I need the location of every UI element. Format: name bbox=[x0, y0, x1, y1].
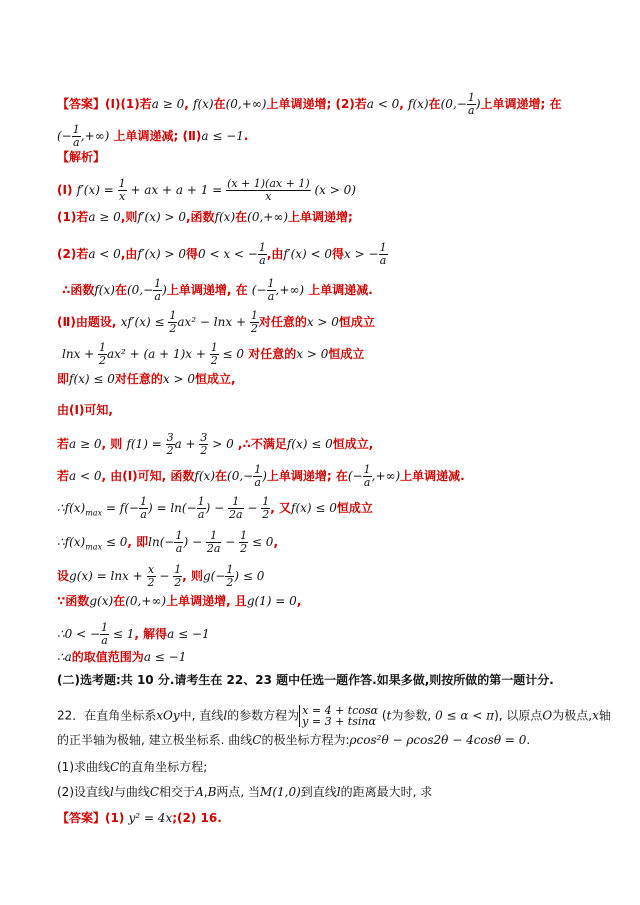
analysis-p7 bbox=[57, 372, 236, 386]
text: 恒成立 bbox=[338, 315, 375, 329]
fraction bbox=[258, 242, 267, 267]
math: (− bbox=[251, 283, 267, 297]
math: t bbox=[386, 708, 392, 723]
analysis-p16 bbox=[57, 650, 186, 664]
num: 3 bbox=[166, 431, 174, 444]
num: 1 bbox=[379, 241, 387, 254]
eq2: y = 3 + tsinα bbox=[302, 715, 376, 728]
math: ) − bbox=[205, 501, 229, 515]
num: 1 bbox=[169, 309, 177, 322]
text: 若 bbox=[57, 469, 70, 483]
math: l bbox=[336, 785, 341, 799]
math: ,+∞) bbox=[80, 129, 110, 143]
analysis-label: 【解析】 bbox=[57, 150, 106, 164]
den: 2 bbox=[226, 576, 234, 589]
text: 即 bbox=[57, 372, 70, 386]
num: 1 bbox=[175, 529, 183, 542]
num: 1 bbox=[262, 495, 270, 508]
math: (0,− bbox=[227, 469, 254, 483]
text: ,函数 bbox=[186, 210, 215, 224]
math: xOy bbox=[156, 708, 180, 723]
math: a < 0 bbox=[69, 469, 102, 483]
analysis-p6 bbox=[62, 342, 364, 367]
text: ( bbox=[381, 708, 387, 723]
math: f(x) ≤ 0 bbox=[291, 501, 337, 515]
math: C bbox=[252, 733, 262, 747]
math: M(1,0) bbox=[260, 785, 301, 799]
num: 3 bbox=[200, 431, 208, 444]
text: 设 bbox=[57, 569, 70, 583]
math: ) ≤ 0 bbox=[234, 569, 265, 583]
text: 的直角坐标方程; bbox=[119, 760, 208, 774]
math: (0,− bbox=[126, 283, 154, 297]
num: 1 bbox=[72, 123, 80, 136]
num: 1 bbox=[363, 463, 371, 476]
math: lnx + bbox=[62, 347, 99, 361]
math: 0 < x < − bbox=[198, 247, 258, 261]
text: 在 bbox=[428, 97, 441, 111]
math: ln(− bbox=[148, 535, 175, 549]
math: xf′(x) ≤ bbox=[120, 315, 169, 329]
math: f(x) bbox=[408, 97, 429, 111]
math: ∴ bbox=[57, 535, 65, 549]
math: ,+∞) bbox=[275, 283, 305, 297]
text: 对任意的 bbox=[248, 347, 297, 361]
text: 上单调递增 bbox=[266, 97, 327, 111]
math: a ≥ 0 bbox=[69, 437, 102, 451]
fraction bbox=[228, 496, 244, 521]
text: 得 bbox=[332, 247, 345, 261]
fraction bbox=[226, 178, 311, 203]
text: 的距离最大时, 求 bbox=[340, 785, 433, 799]
math: a ≤ −1 bbox=[201, 129, 244, 143]
text: 上单调递减. bbox=[400, 469, 465, 483]
math: (− bbox=[57, 129, 72, 143]
text: ,∴不满足 bbox=[237, 437, 287, 451]
answer-line-1 bbox=[57, 92, 561, 117]
analysis-p2 bbox=[57, 210, 353, 224]
text: , bbox=[399, 97, 404, 111]
math: O bbox=[542, 708, 553, 723]
text: 22．在直角坐标系 bbox=[57, 708, 157, 723]
math: a < 0 bbox=[88, 247, 121, 261]
den: a bbox=[379, 254, 387, 267]
answer-label: 【答案】 bbox=[57, 811, 106, 825]
math: ) bbox=[262, 469, 267, 483]
text: ∵函数 bbox=[57, 594, 90, 608]
fraction bbox=[100, 622, 109, 647]
math: ,+∞) bbox=[371, 469, 401, 483]
math: (x > 0) bbox=[310, 183, 356, 197]
math: (0,+∞) bbox=[225, 97, 267, 111]
math: f(x) bbox=[194, 469, 215, 483]
analysis-p10 bbox=[57, 464, 465, 489]
answer-label: 【答案】 bbox=[57, 97, 106, 111]
math: ∴ bbox=[57, 501, 65, 515]
math: g(x) bbox=[89, 594, 114, 608]
text: 相交于 bbox=[159, 785, 196, 799]
text: , 又 bbox=[270, 501, 292, 515]
text: ,则 bbox=[120, 210, 138, 224]
math: a ≥ 0 bbox=[88, 210, 121, 224]
text: 在 bbox=[213, 97, 226, 111]
math: f(x) bbox=[94, 283, 115, 297]
text: (Ⅱ)由题设, bbox=[57, 315, 117, 329]
text: 的极坐标方程为: bbox=[261, 733, 350, 747]
fraction bbox=[261, 496, 270, 521]
math: − bbox=[221, 535, 240, 549]
fraction bbox=[197, 496, 206, 521]
text: (Ⅱ) bbox=[182, 129, 202, 143]
num: 1 bbox=[250, 309, 258, 322]
text: ∴函数 bbox=[62, 283, 95, 297]
text: , bbox=[184, 97, 189, 111]
q22-line-1 bbox=[57, 705, 611, 727]
analysis-p3 bbox=[57, 242, 388, 267]
math: ) − bbox=[183, 535, 206, 549]
analysis-p5 bbox=[57, 310, 375, 335]
text: (Ⅰ) bbox=[57, 183, 73, 197]
text: 对任意的 bbox=[114, 372, 163, 386]
math: ∴ bbox=[57, 627, 65, 641]
math: > 0 bbox=[208, 437, 234, 451]
math: (0,− bbox=[440, 97, 467, 111]
fraction bbox=[147, 564, 156, 589]
math: f(x) bbox=[64, 535, 86, 549]
text: ,由 bbox=[120, 247, 138, 261]
num: 1 bbox=[154, 277, 162, 290]
fraction bbox=[363, 464, 372, 489]
text: 为极点, bbox=[552, 708, 593, 723]
math: f(x) bbox=[214, 210, 236, 224]
fraction bbox=[206, 530, 222, 555]
den: a bbox=[254, 476, 261, 489]
text: 在 bbox=[235, 210, 248, 224]
text: 在 bbox=[114, 283, 127, 297]
den: a bbox=[140, 508, 147, 521]
den: 2 bbox=[169, 322, 177, 335]
subscript: max bbox=[85, 542, 103, 552]
math: g(1) = 0 bbox=[246, 594, 297, 608]
den: a bbox=[363, 476, 371, 489]
text: ), 以原点 bbox=[494, 708, 543, 723]
analysis-p13 bbox=[57, 564, 264, 589]
analysis-p4 bbox=[62, 278, 373, 303]
analysis-p1 bbox=[57, 178, 356, 203]
fraction bbox=[239, 530, 248, 555]
text: 在 bbox=[215, 469, 228, 483]
math: x > 0 bbox=[306, 315, 339, 329]
param-system bbox=[299, 705, 378, 727]
math: + ax + a + 1 = bbox=[126, 183, 227, 197]
eq1: x = 4 + tcosα bbox=[302, 704, 379, 717]
math: (− bbox=[347, 469, 363, 483]
math: ≤ 0 bbox=[248, 535, 274, 549]
text: . bbox=[243, 129, 249, 143]
math: l bbox=[223, 708, 228, 723]
num: 1 bbox=[139, 495, 147, 508]
math: 0 ≤ α < π bbox=[435, 708, 495, 723]
math: B bbox=[207, 785, 217, 799]
den: a bbox=[175, 542, 183, 555]
text: (2)若 bbox=[57, 247, 89, 261]
den: 2 bbox=[250, 322, 258, 335]
fraction bbox=[379, 242, 388, 267]
text: 上单调递增; 在 bbox=[266, 469, 348, 483]
math: (0,+∞) bbox=[247, 210, 289, 224]
num: 1 bbox=[101, 621, 109, 634]
text: 恒成立, bbox=[332, 437, 374, 451]
math: ≤ 0 bbox=[218, 347, 245, 361]
fraction bbox=[267, 278, 276, 303]
fraction bbox=[166, 432, 175, 457]
math: ) bbox=[162, 283, 167, 297]
num: x bbox=[147, 563, 155, 576]
math: a ≤ −1 bbox=[167, 627, 210, 641]
math: ≤ 1 bbox=[109, 627, 135, 641]
den: a bbox=[259, 254, 266, 267]
den: a bbox=[468, 104, 475, 117]
math: f′(x) > 0 bbox=[137, 247, 186, 261]
text: ,由 bbox=[266, 247, 284, 261]
fraction bbox=[250, 310, 259, 335]
analysis-p15 bbox=[57, 622, 210, 647]
fraction bbox=[72, 124, 81, 149]
math: ax² + (a + 1)x + bbox=[107, 347, 210, 361]
math: f(x) ≤ 0 bbox=[69, 372, 115, 386]
math: ) = ln(− bbox=[147, 501, 197, 515]
fraction bbox=[118, 178, 127, 203]
section-heading: (二)选考题:共 10 分.请考生在 22、23 题中任选一题作答.如果多做,则按所做的第一题计分. bbox=[57, 673, 554, 687]
math: a bbox=[64, 650, 72, 664]
math: g(x) = lnx + bbox=[69, 569, 147, 583]
text: 得 bbox=[186, 247, 199, 261]
fraction bbox=[153, 278, 162, 303]
text: 中, 直线 bbox=[179, 708, 224, 723]
subscript: max bbox=[85, 508, 103, 518]
den: 2a bbox=[229, 508, 243, 521]
den: x bbox=[119, 190, 126, 203]
math: a + bbox=[174, 437, 200, 451]
math: x > 0 bbox=[296, 347, 329, 361]
text: 上单调递增; bbox=[288, 210, 353, 224]
fraction bbox=[210, 342, 219, 367]
den: a bbox=[72, 136, 80, 149]
den: 2 bbox=[210, 354, 218, 367]
den: 2 bbox=[200, 444, 208, 457]
q22-sub-1 bbox=[57, 760, 207, 774]
text: , bbox=[296, 594, 302, 608]
math: x > − bbox=[344, 247, 379, 261]
text: ;(2) 16. bbox=[172, 811, 222, 825]
den: a bbox=[197, 508, 205, 521]
math: C bbox=[110, 760, 120, 774]
answer-line-2 bbox=[57, 124, 248, 149]
math: x > 0 bbox=[162, 372, 196, 386]
num: 1 bbox=[467, 91, 475, 104]
text: (1) bbox=[105, 811, 125, 825]
text: 上单调递增, 在 bbox=[166, 283, 248, 297]
text: . bbox=[526, 733, 531, 747]
den: 2 bbox=[166, 444, 174, 457]
analysis-p14 bbox=[57, 594, 301, 608]
analysis-p11 bbox=[57, 496, 373, 521]
analysis-p8: 由(Ⅰ)可知, bbox=[57, 403, 113, 417]
den: 2 bbox=[240, 542, 248, 555]
q22-answer bbox=[57, 811, 222, 825]
den: 2 bbox=[147, 576, 155, 589]
math: ax² − lnx + bbox=[177, 315, 250, 329]
den: a bbox=[154, 290, 161, 303]
num: 1 bbox=[174, 563, 182, 576]
math: ∴ bbox=[57, 650, 65, 664]
den: a bbox=[267, 290, 275, 303]
text: 若 bbox=[57, 437, 70, 451]
text: 恒成立, bbox=[195, 372, 236, 386]
math: f′(x) > 0 bbox=[137, 210, 186, 224]
text: 到直线 bbox=[300, 785, 337, 799]
den: 2 bbox=[99, 354, 107, 367]
analysis-p9 bbox=[57, 432, 373, 457]
num: 1 bbox=[99, 341, 107, 354]
text: 上单调递减; bbox=[113, 129, 179, 143]
text: , 解得 bbox=[134, 627, 168, 641]
math: a < 0 bbox=[366, 97, 400, 111]
text: (1)求曲线 bbox=[57, 760, 110, 774]
text: , bbox=[273, 535, 278, 549]
math: f(x) bbox=[193, 97, 214, 111]
num: 1 bbox=[267, 277, 275, 290]
text: 两点, 当 bbox=[216, 785, 261, 799]
num: 1 bbox=[197, 495, 205, 508]
text: 上单调递增, 且 bbox=[166, 594, 247, 608]
math: y² = 4x bbox=[128, 811, 173, 825]
text: 恒成立 bbox=[336, 501, 373, 515]
text: 为参数, bbox=[391, 708, 432, 723]
text: , 由(Ⅰ)可知, 函数 bbox=[101, 469, 195, 483]
text: 的取值范围为 bbox=[71, 650, 144, 664]
fraction bbox=[253, 464, 262, 489]
text: (2)设直线 bbox=[57, 785, 110, 799]
math: f′(x) = bbox=[76, 183, 118, 197]
text: , 即 bbox=[127, 535, 149, 549]
math: ) bbox=[475, 97, 481, 111]
text: 的参数方程为 bbox=[227, 708, 300, 723]
num: 1 bbox=[118, 177, 126, 190]
den: a bbox=[101, 634, 108, 647]
text: ; (2)若 bbox=[326, 97, 367, 111]
num: 1 bbox=[258, 241, 266, 254]
num: (x + 1)(ax + 1) bbox=[227, 177, 310, 190]
math: 0 < − bbox=[64, 627, 101, 641]
math: f(x) ≤ 0 bbox=[286, 437, 333, 451]
text: , bbox=[203, 785, 208, 799]
math: f′(x) < 0 bbox=[283, 247, 333, 261]
text: 上单调递增; 在 bbox=[480, 97, 562, 111]
math: = f(− bbox=[102, 501, 139, 515]
math: C bbox=[149, 785, 160, 799]
num: 1 bbox=[254, 463, 262, 476]
math: (0,+∞) bbox=[125, 594, 167, 608]
text: 对任意的 bbox=[258, 315, 307, 329]
math: − bbox=[243, 501, 262, 515]
num: 1 bbox=[226, 563, 234, 576]
math: x bbox=[592, 708, 599, 723]
text: 上单调递减. bbox=[308, 283, 373, 297]
fraction bbox=[467, 92, 476, 117]
fraction bbox=[98, 342, 107, 367]
text: (1)若 bbox=[57, 210, 89, 224]
math: a ≥ 0 bbox=[151, 97, 185, 111]
num: 1 bbox=[206, 530, 222, 543]
den: 2 bbox=[174, 576, 182, 589]
text: 的正半轴为极轴, 建立极坐标系. 曲线 bbox=[57, 733, 253, 747]
math: ≤ 0 bbox=[102, 535, 128, 549]
analysis-p12 bbox=[57, 530, 278, 555]
text: (Ⅰ)(1)若 bbox=[105, 97, 152, 111]
text: 在 bbox=[113, 594, 126, 608]
math: f(x) bbox=[64, 501, 86, 515]
fraction bbox=[139, 496, 148, 521]
den: x bbox=[265, 190, 272, 203]
num: 1 bbox=[228, 496, 244, 509]
text: 恒成立 bbox=[328, 347, 365, 361]
text: , 则 bbox=[101, 437, 123, 451]
math: f(1) = bbox=[126, 437, 166, 451]
text: , 则 bbox=[182, 569, 203, 583]
num: 1 bbox=[210, 341, 218, 354]
math: l bbox=[110, 785, 114, 799]
q22-line-2 bbox=[57, 733, 530, 747]
den: 2 bbox=[262, 508, 270, 521]
text: 与曲线 bbox=[113, 785, 150, 799]
fraction bbox=[173, 564, 182, 589]
math: g(− bbox=[202, 569, 226, 583]
text: 轴 bbox=[598, 708, 611, 723]
math: A bbox=[195, 785, 204, 799]
math: a ≤ −1 bbox=[143, 650, 187, 664]
num: 1 bbox=[240, 529, 248, 542]
q22-sub-2 bbox=[57, 785, 432, 799]
den: 2a bbox=[206, 542, 221, 555]
math: − bbox=[155, 569, 174, 583]
math: ρcos²θ − ρcos2θ − 4cosθ = 0 bbox=[349, 733, 527, 747]
